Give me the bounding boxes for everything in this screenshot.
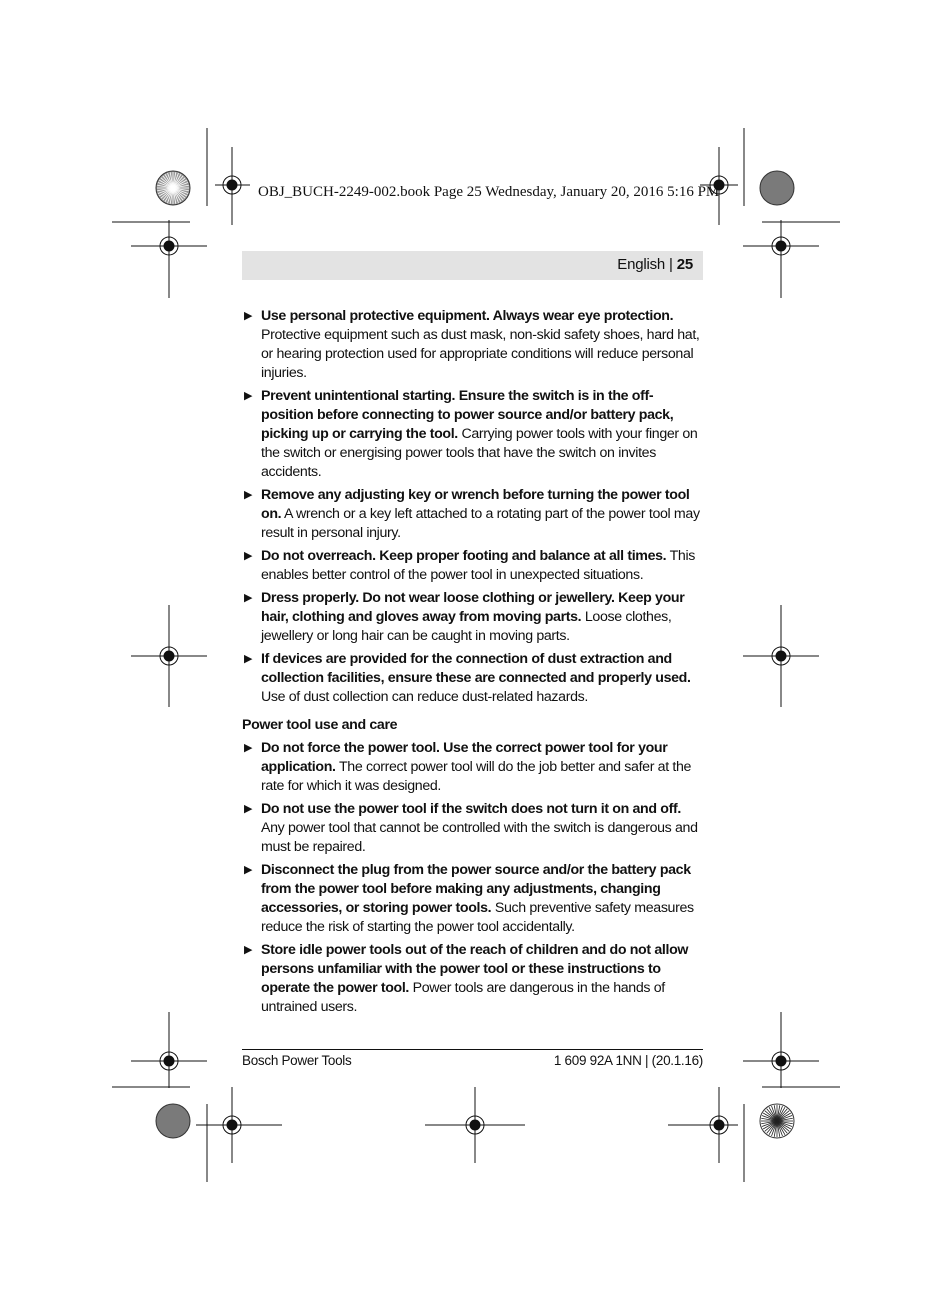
gray-disk-top-right — [760, 171, 794, 205]
starburst-disk-top-left — [156, 171, 190, 205]
bullet-arrow-icon: ▶ — [244, 653, 253, 665]
registration-target-bottom-left — [196, 1087, 282, 1163]
bullet-arrow-icon: ▶ — [244, 944, 253, 956]
safety-item-instruction: Store idle power tools out of the reach of children and do not allow persons unfamiliar with the power tool or these instructions to operate the power tool. — [261, 942, 689, 996]
safety-list-tool-use — [242, 739, 703, 1017]
safety-item — [242, 589, 703, 646]
safety-item-instruction: Prevent unintentional starting. Ensure the switch is in the off-position before connecting to power source and/or battery pack, picking up or carrying the tool. — [261, 388, 674, 442]
gray-disk-bottom-left — [156, 1104, 190, 1138]
registration-target-right-upper — [743, 220, 819, 298]
safety-item-instruction: Use personal protective equipment. Always wear eye protection. — [261, 308, 674, 324]
bullet-arrow-icon: ▶ — [244, 864, 253, 876]
safety-item-explanation: Such preventive safety measures reduce the risk of starting the power tool accidentally. — [261, 900, 694, 935]
safety-item-explanation: Any power tool that cannot be controlled with the switch is dangerous and must be repaired. — [261, 820, 698, 855]
section-heading: Power tool use and care — [242, 717, 398, 733]
safety-item — [242, 800, 703, 857]
safety-item-explanation: Loose clothes, jewellery or long hair can be caught in moving parts. — [261, 609, 672, 644]
safety-item — [242, 387, 703, 482]
registration-target-bottom-right — [668, 1087, 738, 1163]
registration-target-left-upper — [131, 220, 207, 298]
registration-target-right-middle — [743, 605, 819, 707]
safety-item-explanation: Protective equipment such as dust mask, non-skid safety shoes, hard hat, or hearing protection used for appropriate conditions will reduce personal injuries. — [261, 327, 700, 381]
safety-item-explanation: A wrench or a key left attached to a rotating part of the power tool may result in personal injury. — [261, 506, 700, 541]
bullet-arrow-icon: ▶ — [244, 390, 253, 402]
safety-item-explanation: Power tools are dangerous in the hands of untrained users. — [261, 980, 665, 1015]
starburst-disk-bottom-right — [760, 1104, 794, 1138]
safety-item-explanation: This enables better control of the power tool in unexpected situations. — [261, 548, 695, 583]
footer-rule — [242, 1049, 703, 1050]
safety-item — [242, 486, 703, 543]
registration-target-top-left — [215, 147, 250, 225]
registration-target-left-middle — [131, 605, 207, 707]
bullet-arrow-icon: ▶ — [244, 550, 253, 562]
bullet-arrow-icon: ▶ — [244, 803, 253, 815]
safety-item-explanation: The correct power tool will do the job better and safer at the rate for which it was designed. — [261, 759, 692, 794]
registration-target-left-lower — [131, 1012, 207, 1088]
print-slug: OBJ_BUCH-2249-002.book Page 25 Wednesday, January 20, 2016 5:16 PM — [258, 184, 720, 200]
safety-item — [242, 861, 703, 937]
page-content — [242, 307, 703, 1021]
page-header — [242, 251, 703, 280]
safety-item — [242, 941, 703, 1017]
safety-list-personal — [242, 307, 703, 707]
footer-publisher: Bosch Power Tools — [242, 1053, 352, 1068]
header-separator: | — [665, 256, 677, 273]
safety-item-instruction: If devices are provided for the connection of dust extraction and collection facilities, ensure these are connected and properly used. — [261, 651, 691, 686]
safety-item — [242, 547, 703, 585]
registration-target-right-lower — [743, 1012, 819, 1088]
safety-item-instruction: Do not use the power tool if the switch does not turn it on and off. — [261, 801, 681, 817]
footer-doc-code: 1 609 92A 1NN | (20.1.16) — [553, 1053, 703, 1068]
safety-item-instruction: Dress properly. Do not wear loose clothing or jewellery. Keep your hair, clothing and gloves away from moving parts. — [261, 590, 685, 625]
safety-item-instruction: Disconnect the plug from the power source and/or the battery pack from the power tool before making any adjustments, changing accessories, or storing power tools. — [261, 862, 691, 916]
bullet-arrow-icon: ▶ — [244, 489, 253, 501]
safety-item — [242, 307, 703, 383]
safety-item-explanation: Carrying power tools with your finger on the switch or energising power tools that have the switch on invites accidents. — [261, 426, 698, 480]
safety-item — [242, 739, 703, 796]
registration-target-bottom-center — [425, 1087, 525, 1163]
safety-item-instruction: Do not overreach. Keep proper footing and balance at all times. — [261, 548, 667, 564]
bullet-arrow-icon: ▶ — [244, 592, 253, 604]
safety-item-instruction: Do not force the power tool. Use the correct power tool for your application. — [261, 740, 668, 775]
safety-item-instruction: Remove any adjusting key or wrench before turning the power tool on. — [261, 487, 690, 522]
bullet-arrow-icon: ▶ — [244, 310, 253, 322]
safety-item-explanation: Use of dust collection can reduce dust-related hazards. — [261, 689, 588, 705]
header-label — [617, 256, 693, 273]
page-number: 25 — [676, 256, 693, 273]
bullet-arrow-icon: ▶ — [244, 742, 253, 754]
header-language: English — [617, 256, 666, 273]
safety-item — [242, 650, 703, 707]
